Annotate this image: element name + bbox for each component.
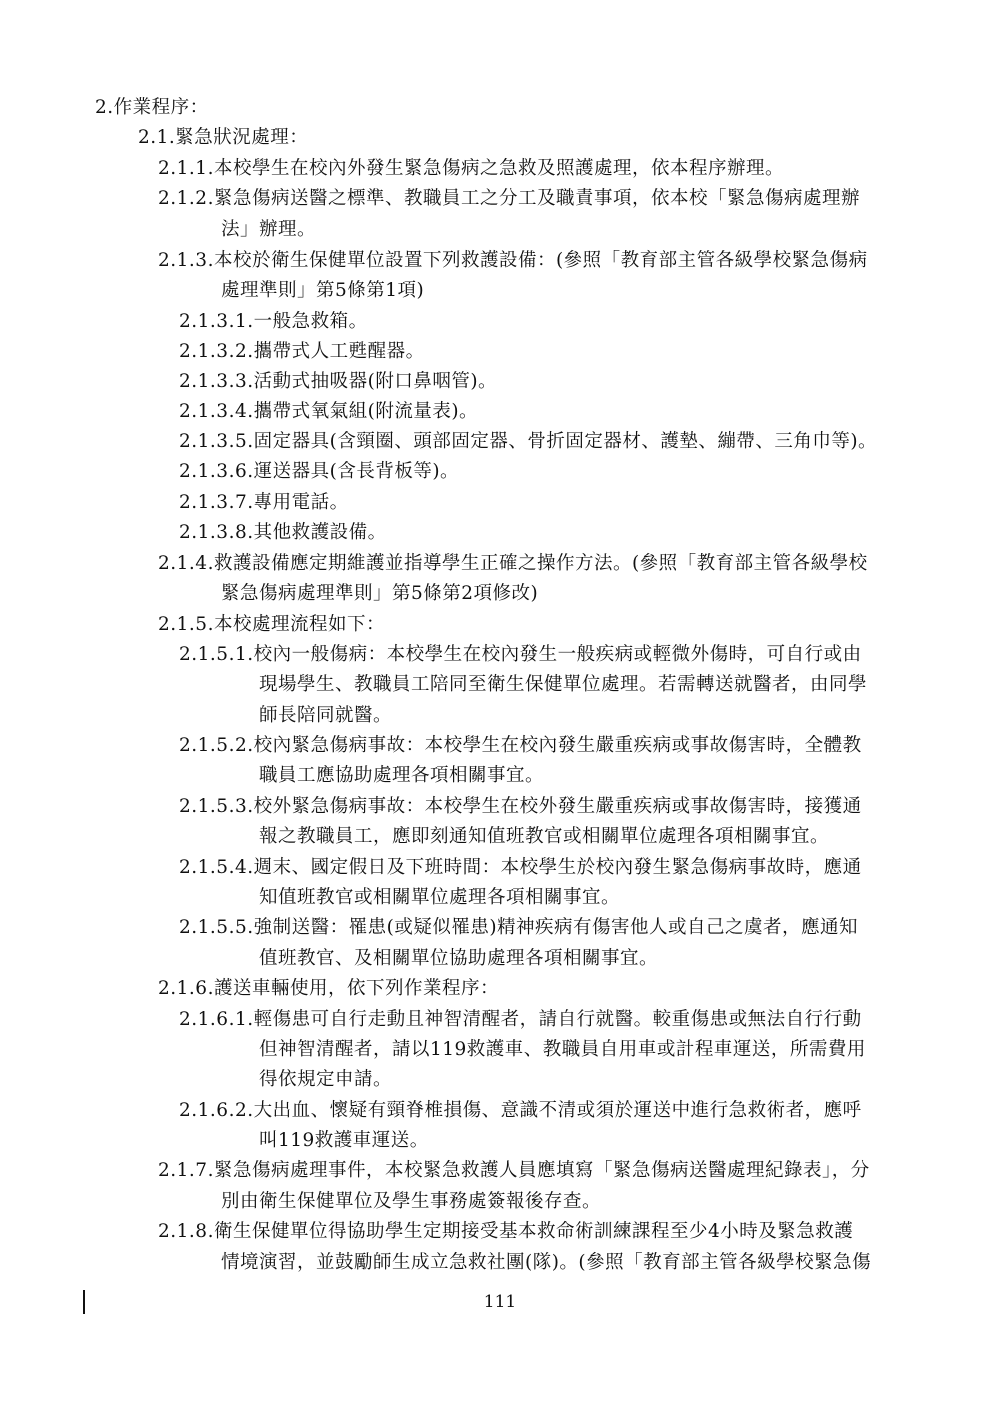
item-2-1-3-3: 2.1.3.3.活動式抽吸器(附口鼻咽管)。	[179, 371, 498, 392]
item-2-1-3-2: 2.1.3.2.攜帶式人工甦醒器。	[179, 341, 425, 362]
page-number: 111	[483, 1292, 517, 1312]
item-2-1-3-continuation: 處理準則」第5條第1項)	[221, 280, 425, 301]
item-2-1-6: 2.1.6.護送車輛使用，依下列作業程序：	[158, 978, 499, 999]
item-2-1-2-continuation: 法」辦理。	[221, 219, 317, 240]
item-2-1-3-5: 2.1.3.5.固定器具(含頸圈、頭部固定器、骨折固定器材、護墊、繃帶、三角巾等)。	[179, 431, 878, 452]
item-2-1-5-4-continuation: 知值班教官或相關單位處理各項相關事宜。	[259, 887, 621, 908]
item-2-1-5-3-continuation: 報之教職員工，應即刻通知值班教官或相關單位處理各項相關事宜。	[259, 826, 830, 847]
section-heading-2: 2.作業程序：	[95, 97, 209, 118]
item-2-1-3-1: 2.1.3.1.一般急救箱。	[179, 311, 368, 332]
item-2-1-6-2: 2.1.6.2.大出血、懷疑有頸脊椎損傷、意識不清或須於運送中進行急救術者，應呼	[179, 1100, 862, 1121]
item-2-1-2: 2.1.2.緊急傷病送醫之標準、教職員工之分工及職責事項，依本校「緊急傷病處理辦	[158, 188, 860, 209]
item-2-1-4: 2.1.4.救護設備應定期維護並指導學生正確之操作方法。(參照「教育部主管各級學校	[158, 553, 868, 574]
item-2-1-5-3: 2.1.5.3.校外緊急傷病事故：本校學生在校外發生嚴重疾病或事故傷害時，接獲通	[179, 796, 862, 817]
item-2-1-8: 2.1.8.衛生保健單位得協助學生定期接受基本救命術訓練課程至少4小時及緊急救護	[158, 1221, 854, 1242]
item-2-1-6-1-continuation-2: 得依規定申請。	[259, 1069, 393, 1090]
item-2-1-3-7: 2.1.3.7.專用電話。	[179, 492, 349, 513]
item-2-1-5-1-continuation-1: 現場學生、教職員工陪同至衛生保健單位處理。若需轉送就醫者，由同學	[259, 674, 868, 695]
item-2-1-5-1-continuation-2: 師長陪同就醫。	[259, 705, 393, 726]
item-2-1-5-4: 2.1.5.4.週末、國定假日及下班時間：本校學生於校內發生緊急傷病事故時，應通	[179, 857, 862, 878]
item-2-1-7: 2.1.7.緊急傷病處理事件，本校緊急救護人員應填寫「緊急傷病送醫處理紀錄表」，分	[158, 1160, 870, 1181]
item-2-1-7-continuation: 別由衛生保健單位及學生事務處簽報後存查。	[221, 1191, 602, 1212]
item-2-1-8-continuation: 情境演習，並鼓勵師生成立急救社團(隊)。(參照「教育部主管各級學校緊急傷	[221, 1252, 872, 1273]
item-2-1-5-1: 2.1.5.1.校內一般傷病：本校學生在校內發生一般疾病或輕微外傷時，可自行或由	[179, 644, 862, 665]
item-2-1-6-1-continuation-1: 但神智清醒者，請以119救護車、教職員自用車或計程車運送，所需費用	[259, 1039, 866, 1060]
item-2-1-3-6: 2.1.3.6.運送器具(含長背板等)。	[179, 461, 460, 482]
item-2-1-5: 2.1.5.本校處理流程如下：	[158, 614, 385, 635]
item-2-1-5-5-continuation: 值班教官、及相關單位協助處理各項相關事宜。	[259, 948, 659, 969]
item-2-1-3-8: 2.1.3.8.其他救護設備。	[179, 522, 387, 543]
item-2-1-5-5: 2.1.5.5.強制送醫：罹患(或疑似罹患)精神疾病有傷害他人或自己之虞者，應通知	[179, 917, 859, 938]
item-2-1-3-4: 2.1.3.4.攜帶式氧氣組(附流量表)。	[179, 401, 479, 422]
item-2-1-4-continuation: 緊急傷病處理準則」第5條第2項修改)	[221, 583, 539, 604]
item-2-1-5-2-continuation: 職員工應協助處理各項相關事宜。	[259, 765, 545, 786]
section-heading-2-1: 2.1.緊急狀況處理：	[138, 127, 309, 148]
item-2-1-5-2: 2.1.5.2.校內緊急傷病事故：本校學生在校內發生嚴重疾病或事故傷害時，全體教	[179, 735, 862, 756]
item-2-1-3: 2.1.3.本校於衛生保健單位設置下列救護設備：(參照「教育部主管各級學校緊急傷病	[158, 250, 868, 271]
item-2-1-1: 2.1.1.本校學生在校內外發生緊急傷病之急救及照護處理，依本程序辦理。	[158, 158, 784, 179]
item-2-1-6-2-continuation: 叫119救護車運送。	[259, 1130, 429, 1151]
item-2-1-6-1: 2.1.6.1.輕傷患可自行走動且神智清醒者，請自行就醫。較重傷患或無法自行行動	[179, 1009, 862, 1030]
